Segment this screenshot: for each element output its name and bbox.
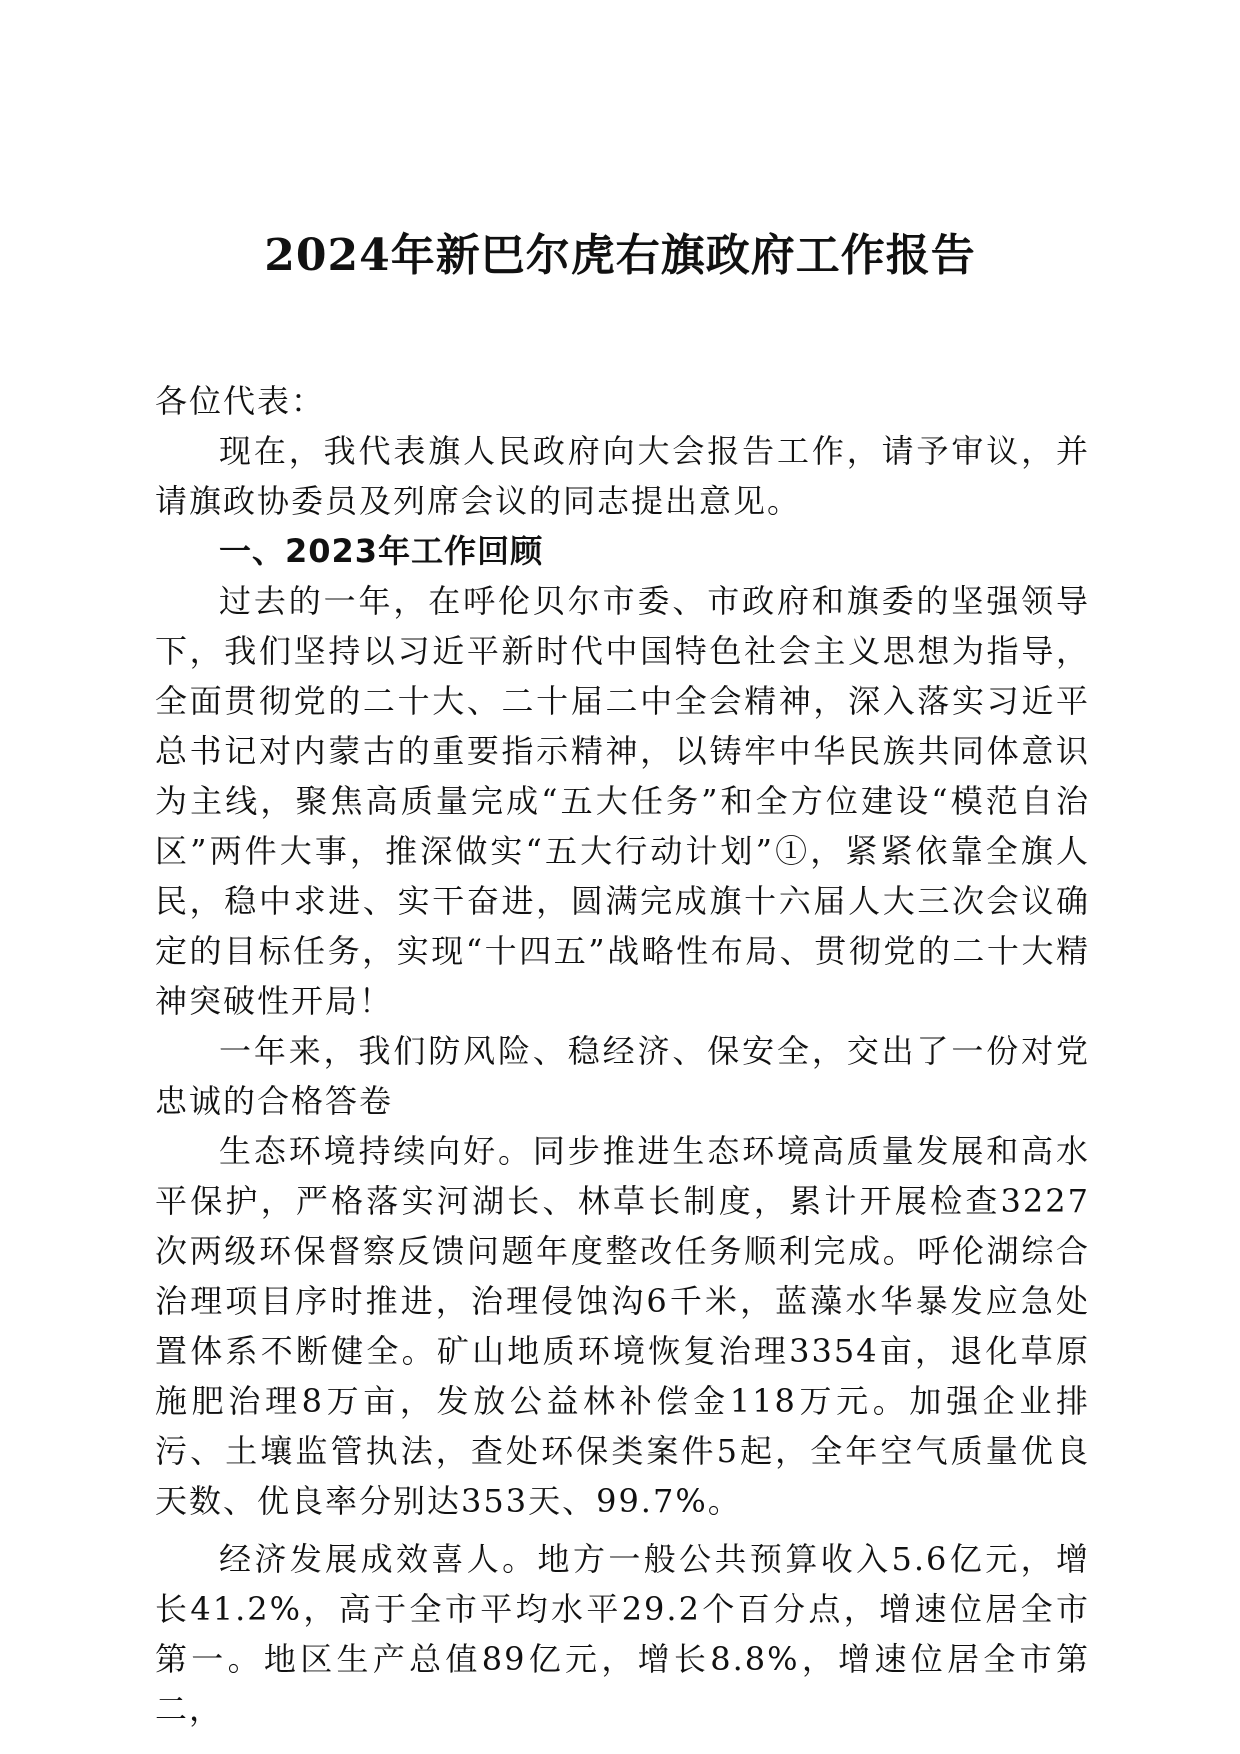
salutation: 各位代表： bbox=[155, 382, 326, 420]
section-heading: 一、2023年工作回顾 bbox=[219, 532, 544, 570]
paragraph-economy: 经济发展成效喜人。地方一般公共预算收入5.6亿元，增长41.2%，高于全市平均水平29.2个百分点，增速位居全市第一。地区生产总值89亿元，增长8.8%，增速位居全市第二， bbox=[155, 1540, 1090, 1728]
paragraph-review: 过去的一年，在呼伦贝尔市委、市政府和旗委的坚强领导下，我们坚持以习近平新时代中国特色社会主义思想为指导，全面贯彻党的二十大、二十届二中全会精神，深入落实习近平总书记对内蒙古的重要指示精神，以铸牢中华民族共同体意识为主线，聚焦高质量完成“五大任务”和全方位建设“模范自治区”两件大事，推深做实“五大行动计划”①，紧紧依靠全旗人民，稳中求进、实干奋进，圆满完成旗十六届人大三次会议确定的目标任务，实现“十四五”战略性布局、贯彻党的二十大精神突破性开局！ bbox=[155, 582, 1090, 1020]
document-body bbox=[155, 376, 1090, 1734]
paragraph-intro: 现在，我代表旗人民政府向大会报告工作，请予审议，并请旗政协委员及列席会议的同志提出意见。 bbox=[155, 432, 1090, 520]
paragraph-summary: 一年来，我们防风险、稳经济、保安全，交出了一份对党忠诚的合格答卷 bbox=[155, 1032, 1090, 1120]
document-title: 2024年新巴尔虎右旗政府工作报告 bbox=[264, 230, 976, 281]
paragraph-ecology: 生态环境持续向好。同步推进生态环境高质量发展和高水平保护，严格落实河湖长、林草长制度，累计开展检查3227次两级环保督察反馈问题年度整改任务顺利完成。呼伦湖综合治理项目序时推进，治理侵蚀沟6千米，蓝藻水华暴发应急处置体系不断健全。矿山地质环境恢复治理3354亩，退化草原施肥治理8万亩，发放公益林补偿金118万元。加强企业排污、土壤监管执法，查处环保类案件5起，全年空气质量优良天数、优良率分别达353天、99.7%。 bbox=[155, 1132, 1090, 1520]
